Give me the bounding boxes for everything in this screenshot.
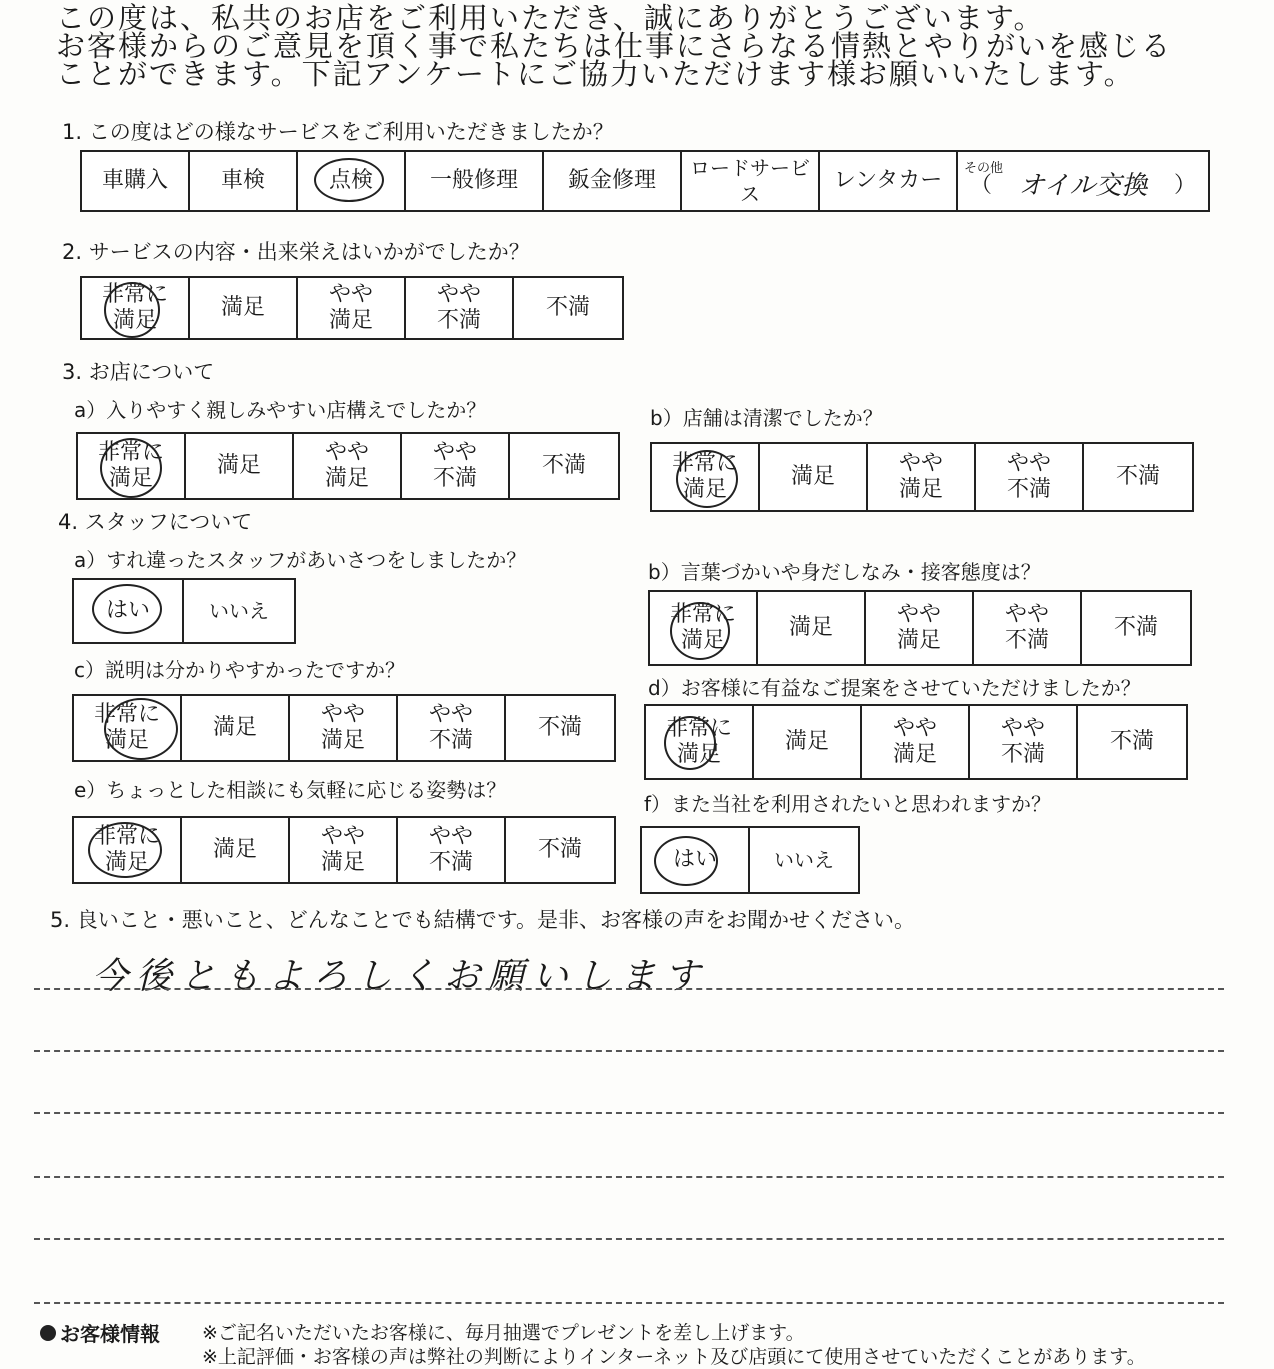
- customer-info-label: お客様情報: [60, 1322, 160, 1346]
- q4b-dissatisfied[interactable]: 不満: [1113, 615, 1158, 640]
- q4c-some-label: やや: [320, 702, 365, 727]
- q4c-satisfied[interactable]: 満足: [182, 696, 290, 760]
- q4e-somewhat-dissatisfied[interactable]: [398, 818, 506, 882]
- q4e-question: e）ちょっとした相談にも気軽に応じる姿勢は？: [74, 778, 507, 802]
- q4e-satisfied[interactable]: 満足: [182, 818, 290, 882]
- q4d-rating: [644, 704, 1188, 780]
- q4d-some2-label: やや: [1000, 716, 1045, 741]
- q3a-question: a）入りやすく親しみやすい店構えでしたか？: [74, 398, 487, 422]
- q3b-some-good-label: 満足: [898, 477, 943, 502]
- q1-other-label: その他: [964, 161, 1004, 176]
- q3b-dissatisfied[interactable]: 不満: [1115, 464, 1160, 489]
- q1-title: 1. この度はどの様なサービスをご利用いただきましたか？: [62, 120, 614, 144]
- q4c-dissatisfied[interactable]: 不満: [537, 715, 582, 740]
- q4e-rating: [72, 816, 616, 884]
- intro-line-1: この度は、私共のお店をご利用いただき、誠にありがとうございます。: [56, 1, 1045, 35]
- q2-some-good-label: 満足: [328, 308, 373, 333]
- q2-satisfied[interactable]: 満足: [190, 278, 298, 338]
- q4b-satisfied[interactable]: 満足: [758, 592, 866, 664]
- q3b-somewhat-dissatisfied[interactable]: [976, 444, 1084, 510]
- q4b-somewhat-dissatisfied[interactable]: [974, 592, 1082, 664]
- q4c-somewhat-dissatisfied[interactable]: [398, 696, 506, 760]
- comment-line: [34, 1238, 1224, 1240]
- q2-title: 2. サービスの内容・出来栄えはいかがでしたか？: [62, 240, 530, 264]
- q1-option-car-purchase[interactable]: 車購入: [82, 152, 190, 210]
- q4e-very-satisfied[interactable]: [74, 818, 182, 882]
- q1-option-body-repair[interactable]: 鈑金修理: [544, 152, 682, 210]
- intro-line-3: ことができます。下記アンケートにご協力いただけます様お願いいたします。: [56, 57, 1135, 91]
- q1-option-check-label: 点検: [328, 168, 373, 193]
- q3b-somewhat-satisfied[interactable]: [868, 444, 976, 510]
- footer-note-2: ※上記評価・お客様の声は弊社の判断によりインターネット及び店頭にて使用させていただくことがあります。: [202, 1346, 1146, 1368]
- q4d-question: d）お客様に有益なご提案をさせていただけましたか？: [648, 676, 1141, 700]
- q3b-very-label: 非常に: [671, 451, 738, 476]
- q1-option-other[interactable]: [958, 152, 1208, 210]
- q4c-somewhat-satisfied[interactable]: [290, 696, 398, 760]
- q4b-very-label-2: 満足: [680, 628, 725, 653]
- q4d-some-label: やや: [892, 716, 937, 741]
- q2-very-satisfied[interactable]: [82, 278, 190, 338]
- q1-other-open-paren: （: [970, 173, 993, 198]
- q1-option-road-service[interactable]: ロードサービス: [682, 152, 820, 210]
- q4d-somewhat-dissatisfied[interactable]: [970, 706, 1078, 778]
- q4b-rating: [648, 590, 1192, 666]
- intro-line-2: お客様からのご意見を頂く事で私たちは仕事にさらなる情熱とやりがいを感じる: [56, 29, 1173, 63]
- q1-other-close-paren: ）: [1173, 173, 1196, 198]
- q4b-some-good-label: 満足: [896, 628, 941, 653]
- q4b-some2-label: やや: [1004, 602, 1049, 627]
- q4b-some-label: やや: [896, 602, 941, 627]
- q1-options: [80, 150, 1210, 212]
- q3-title: 3. お店について: [62, 360, 215, 384]
- comment-line: [34, 1112, 1224, 1114]
- q4d-some-good-label: 満足: [892, 742, 937, 767]
- q4d-very-satisfied[interactable]: [646, 706, 754, 778]
- q4f-yesno: [640, 826, 860, 894]
- q4e-some2-label: やや: [428, 824, 473, 849]
- q5-title: 5. 良いこと・悪いこと、どんなことでも結構です。是非、お客様の声をお聞かせください。: [50, 908, 916, 932]
- q3a-satisfied[interactable]: 満足: [186, 434, 294, 498]
- q4e-very-label-2: 満足: [104, 850, 149, 875]
- comment-line: [34, 1176, 1224, 1178]
- q3a-some2-label: やや: [432, 440, 477, 465]
- q4e-very-label: 非常に: [93, 824, 160, 849]
- q1-option-check[interactable]: [298, 152, 406, 210]
- q3a-some-label: やや: [324, 440, 369, 465]
- customer-info-heading: [40, 1318, 160, 1347]
- q4c-some2-label: やや: [428, 702, 473, 727]
- q2-some2-label: やや: [436, 282, 481, 307]
- q3b-question: b）店舗は清潔でしたか？: [650, 406, 883, 430]
- q2-some-label: やや: [328, 282, 373, 307]
- q3a-dissatisfied[interactable]: 不満: [541, 453, 586, 478]
- q4a-no[interactable]: いいえ: [209, 599, 269, 623]
- q4e-dissatisfied[interactable]: 不満: [537, 837, 582, 862]
- q4f-no[interactable]: いいえ: [774, 848, 834, 872]
- q2-somewhat-dissatisfied[interactable]: [406, 278, 514, 338]
- q4b-very-satisfied[interactable]: [650, 592, 758, 664]
- q4e-some-bad-label: 不満: [428, 850, 473, 875]
- comment-line: [34, 1050, 1224, 1052]
- q2-very-label: 非常に: [101, 282, 168, 307]
- q4a-yesno: [72, 578, 296, 644]
- q5-comment[interactable]: 今後ともよろしくお願いします: [92, 956, 709, 997]
- q4c-some-good-label: 満足: [320, 728, 365, 753]
- q4a-question: a）すれ違ったスタッフがあいさつをしましたか？: [74, 548, 527, 572]
- q2-rating: [80, 276, 624, 340]
- q1-option-inspection-shaken[interactable]: 車検: [190, 152, 298, 210]
- intro-text: [56, 1, 1256, 91]
- comment-line: [34, 1302, 1224, 1304]
- q4b-somewhat-satisfied[interactable]: [866, 592, 974, 664]
- q1-option-rental-car[interactable]: レンタカー: [820, 152, 958, 210]
- q4b-question: b）言葉づかいや身だしなみ・接客態度は？: [648, 560, 1041, 584]
- q3b-very-satisfied[interactable]: [652, 444, 760, 510]
- q3b-very-label-2: 満足: [682, 477, 727, 502]
- q4c-very-satisfied[interactable]: [74, 696, 182, 760]
- q3a-somewhat-satisfied[interactable]: [294, 434, 402, 498]
- q4d-satisfied[interactable]: 満足: [754, 706, 862, 778]
- q4f-yes[interactable]: [642, 828, 750, 892]
- q4a-yes-label: はい: [105, 598, 150, 623]
- q4d-some-bad-label: 不満: [1000, 742, 1045, 767]
- q3b-rating: [650, 442, 1194, 512]
- q4c-some-bad-label: 不満: [428, 728, 473, 753]
- q3a-some-good-label: 満足: [324, 466, 369, 491]
- bullet-icon: [40, 1325, 56, 1341]
- q3b-some-bad-label: 不満: [1006, 477, 1051, 502]
- q1-option-general-repair[interactable]: 一般修理: [406, 152, 544, 210]
- q4f-question: f）また当社を利用されたいと思われますか？: [644, 792, 1052, 816]
- q4c-rating: [72, 694, 616, 762]
- q2-very-label-2: 満足: [112, 308, 157, 333]
- q3a-very-satisfied[interactable]: [78, 434, 186, 498]
- q2-some-bad-label: 不満: [436, 308, 481, 333]
- q2-somewhat-satisfied[interactable]: [298, 278, 406, 338]
- comment-line: [34, 988, 1224, 990]
- q3a-rating: [76, 432, 620, 500]
- q4d-somewhat-satisfied[interactable]: [862, 706, 970, 778]
- q4b-very-label: 非常に: [669, 602, 736, 627]
- q3b-satisfied[interactable]: 満足: [760, 444, 868, 510]
- q2-dissatisfied[interactable]: 不満: [545, 295, 590, 320]
- q4e-some-good-label: 満足: [320, 850, 365, 875]
- q4e-somewhat-satisfied[interactable]: [290, 818, 398, 882]
- q4e-some-label: やや: [320, 824, 365, 849]
- q4d-dissatisfied[interactable]: 不満: [1109, 729, 1154, 754]
- q3b-some2-label: やや: [1006, 451, 1051, 476]
- footer-note-1: ※ご記名いただいたお客様に、毎月抽選でプレゼントを差し上げます。: [202, 1322, 805, 1344]
- q4b-some-bad-label: 不満: [1004, 628, 1049, 653]
- q4-title: 4. スタッフについて: [58, 510, 253, 534]
- q3a-very-label-2: 満足: [108, 466, 153, 491]
- q3a-some-bad-label: 不満: [432, 466, 477, 491]
- q3a-very-label: 非常に: [97, 440, 164, 465]
- q4c-question: c）説明は分かりやすかったですか？: [74, 658, 405, 682]
- q4a-yes[interactable]: [74, 580, 184, 642]
- q4f-yes-label: はい: [672, 847, 717, 872]
- q4d-very-label: 非常に: [665, 716, 732, 741]
- q4c-very-label: 非常に: [93, 702, 160, 727]
- q1-other-value: オイル交換: [1018, 171, 1148, 201]
- q3b-some-label: やや: [898, 451, 943, 476]
- q4c-very-label-2: 満足: [104, 728, 149, 753]
- q3a-somewhat-dissatisfied[interactable]: [402, 434, 510, 498]
- q4d-very-label-2: 満足: [676, 742, 721, 767]
